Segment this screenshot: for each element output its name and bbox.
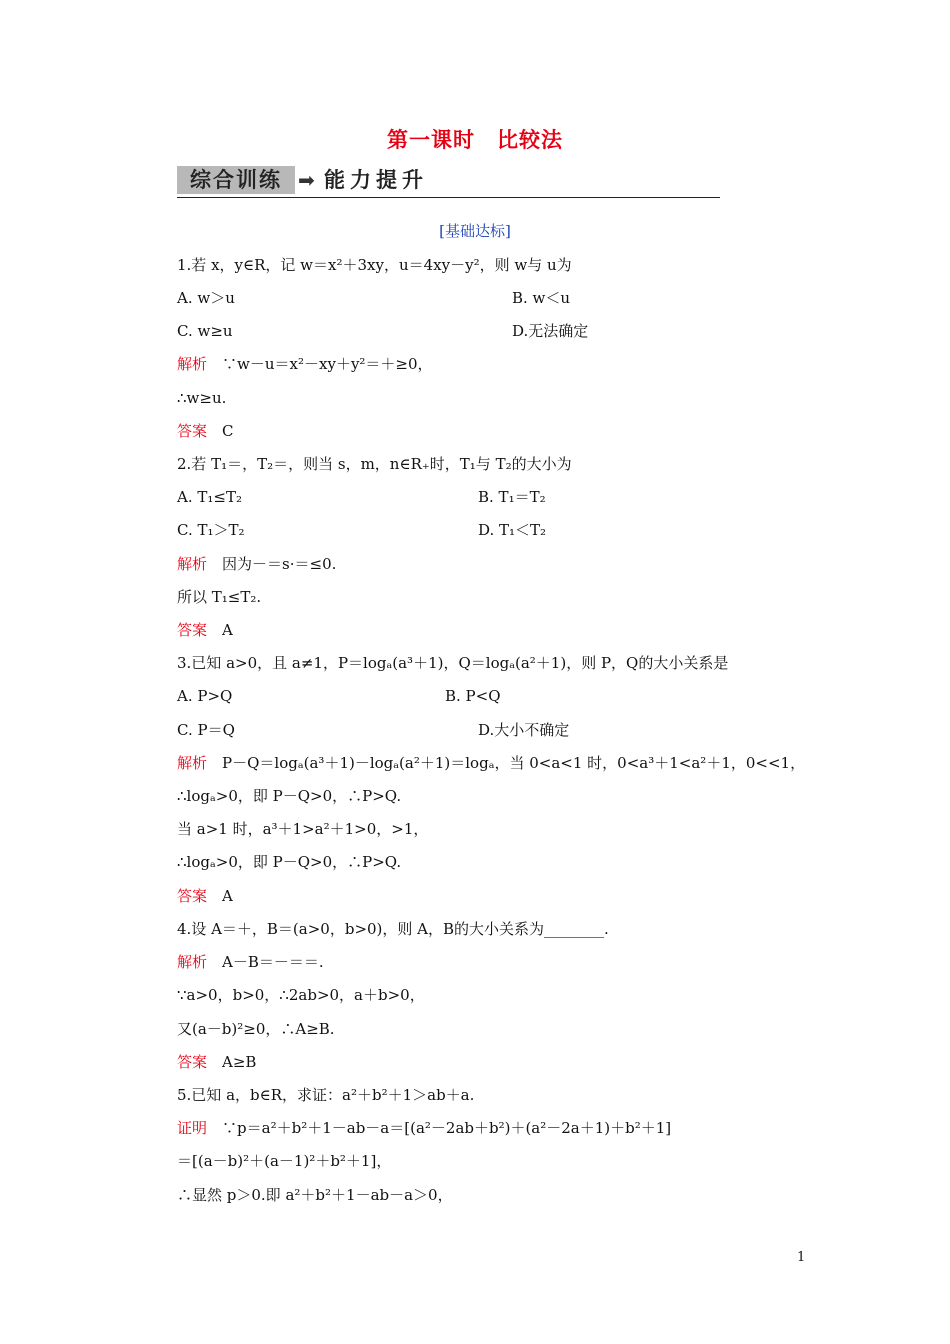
option-line: A. P>Q: [177, 687, 233, 705]
option-line: A. T₁≤T₂: [177, 488, 242, 506]
question-line: 1.若 x，y∈R，记 w＝x²＋3xy，u＝4xy－y²，则 w与 u为: [177, 256, 572, 274]
option-line: B. w＜u: [512, 289, 571, 307]
option-line: C. T₁＞T₂: [177, 521, 245, 539]
option-line: A. w＞u: [177, 289, 235, 307]
analysis-line: ∵a>0，b>0，∴2ab>0，a＋b>0，: [177, 986, 425, 1004]
analysis-line: ∴w≥u.: [177, 389, 227, 407]
page-title: 第一课时 比较法: [387, 128, 563, 152]
option-line: C. P＝Q: [177, 721, 235, 739]
arrow-right-icon: ➡: [298, 168, 315, 192]
answer-line: 答案 A: [177, 621, 233, 639]
proof-line: ＝[(a－b)²＋(a－1)²＋b²＋1]，: [177, 1152, 392, 1170]
analysis-line: ∴logₐ>0，即 P－Q>0，∴P>Q.: [177, 787, 402, 805]
option-line: D.无法确定: [512, 322, 589, 340]
section-banner: [177, 166, 720, 198]
page-number: 1: [797, 1250, 806, 1265]
section-heading: [基础达标]: [439, 222, 511, 240]
answer-line: 答案 C: [177, 422, 234, 440]
answer-line: 答案 A≥B: [177, 1053, 257, 1071]
banner-subtitle: 能力提升: [324, 168, 428, 192]
option-line: B. P<Q: [445, 687, 501, 705]
question-line: 3.已知 a>0，且 a≠1，P＝logₐ(a³＋1)，Q＝logₐ(a²＋1)，则 P，Q的大小关系是: [177, 654, 729, 672]
banner-label: 综合训练: [177, 166, 295, 194]
option-line: C. w≥u: [177, 322, 233, 340]
proof-line: ∴显然 p＞0.即 a²＋b²＋1－ab－a＞0，: [177, 1186, 453, 1204]
question-line: 4.设 A＝＋，B＝(a>0，b>0)，则 A，B的大小关系为________.: [177, 920, 609, 938]
question-line: 2.若 T₁＝，T₂＝，则当 s，m，n∈R₊时，T₁与 T₂的大小为: [177, 455, 572, 473]
answer-line: 答案 A: [177, 887, 233, 905]
analysis-line: 当 a>1 时，a³＋1>a²＋1>0，>1，: [177, 820, 429, 838]
analysis-line: ∴logₐ>0，即 P－Q>0，∴P>Q.: [177, 853, 402, 871]
analysis-line: 解析 P－Q＝logₐ(a³＋1)－logₐ(a²＋1)＝logₐ，当 0<a<1 时，0<a³＋1<a²＋1，0<<1，: [177, 754, 806, 772]
analysis-line: 所以 T₁≤T₂.: [177, 588, 262, 606]
analysis-line: 解析 ∵w－u＝x²－xy＋y²＝＋≥0，: [177, 355, 433, 373]
analysis-line: 又(a－b)²≥0，∴A≥B.: [177, 1020, 335, 1038]
option-line: D. T₁＜T₂: [478, 521, 547, 539]
analysis-line: 解析 因为－＝s·＝≤0.: [177, 555, 337, 573]
option-line: B. T₁＝T₂: [478, 488, 546, 506]
question-line: 5.已知 a，b∈R，求证：a²＋b²＋1＞ab＋a.: [177, 1086, 475, 1104]
option-line: D.大小不确定: [478, 721, 570, 739]
proof-line: 证明 ∵p＝a²＋b²＋1－ab－a＝[(a²－2ab＋b²)＋(a²－2a＋1)＋b²＋1]: [177, 1119, 672, 1137]
analysis-line: 解析 A－B＝－＝＝.: [177, 953, 324, 971]
